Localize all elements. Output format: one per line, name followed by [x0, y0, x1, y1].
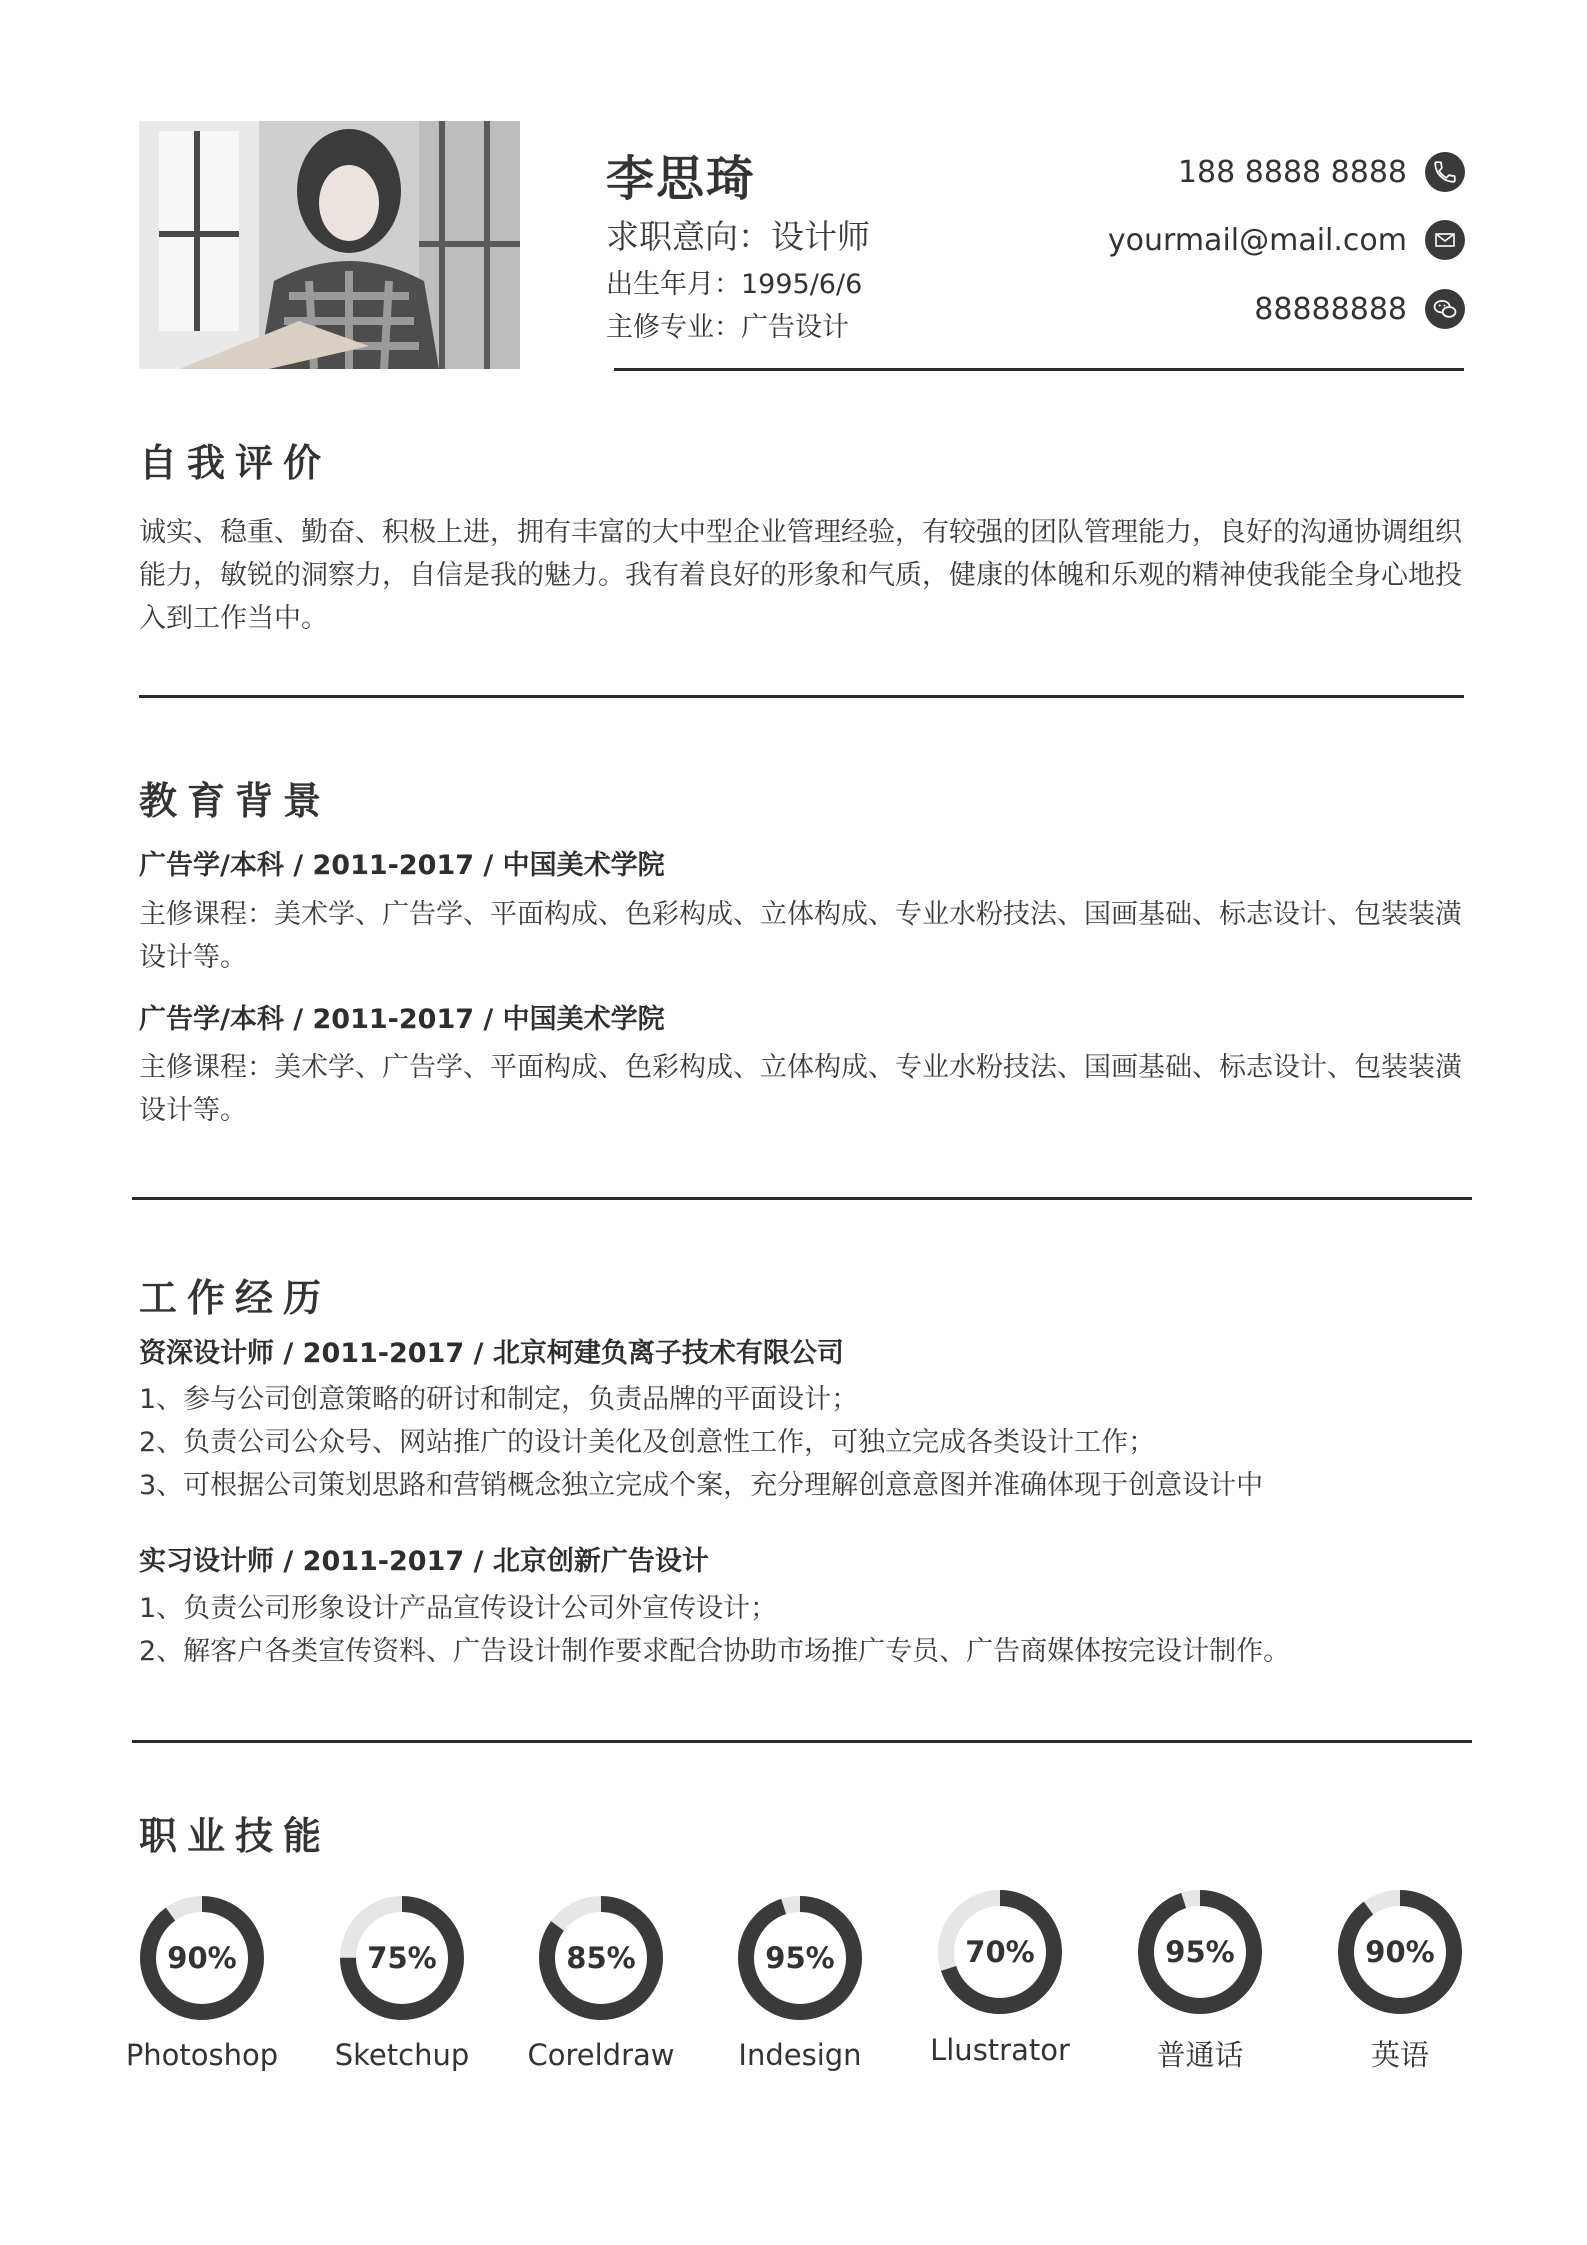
work-duties: [139, 1587, 1464, 1673]
mail-icon: [1425, 220, 1465, 260]
birth-date: 出生年月：1995/6/6: [606, 269, 863, 300]
phone-number[interactable]: 188 8888 8888: [1177, 154, 1407, 190]
job-intent: 求职意向：设计师: [606, 217, 870, 256]
skill-ring: [930, 1882, 1070, 2022]
section-divider: [132, 1197, 1472, 1200]
skill-label: Llustrator: [930, 2033, 1070, 2067]
section-divider: [139, 695, 1464, 698]
skill-percent: 95%: [765, 1941, 835, 1975]
work-duties: [139, 1378, 1464, 1507]
candidate-name: 李思琦: [606, 151, 757, 207]
work-line: 2、解客户各类宣传资料、广告设计制作要求配合协助市场推广专员、广告商媒体按完设计制作。: [139, 1636, 1291, 1667]
skill-item: [122, 1888, 282, 2028]
contact-wechat: [1000, 289, 1465, 329]
skill-label: 普通话: [1156, 2038, 1244, 2072]
section-title-skills: 职业技能: [139, 1814, 332, 1858]
wechat-id[interactable]: 88888888: [1254, 291, 1407, 327]
skill-percent: 90%: [1365, 1935, 1435, 1969]
major: 主修专业：广告设计: [606, 312, 849, 343]
self-eval-line: 能力，敏锐的洞察力，自信是我的魅力。我有着良好的形象和气质，健康的体魄和乐观的精神使我能全身心地投: [139, 560, 1462, 591]
skill-percent: 95%: [1165, 1935, 1235, 1969]
skill-item: [521, 1888, 681, 2028]
education-line: 设计等。: [139, 942, 247, 973]
skill-item: [920, 1882, 1080, 2022]
education-line: 主修课程：美术学、广告学、平面构成、色彩构成、立体构成、专业水粉技法、国画基础、标志设计、包装装潢: [139, 899, 1462, 930]
skill-percent: 70%: [965, 1935, 1035, 1969]
self-eval-line: 诚实、稳重、勤奋、积极上进，拥有丰富的大中型企业管理经验，有较强的团队管理能力，良好的沟通协调组织: [139, 517, 1462, 548]
skill-percent: 75%: [367, 1941, 437, 1975]
education-courses: [139, 893, 1464, 979]
skill-label: 英语: [1370, 2038, 1429, 2072]
skill-item: [322, 1888, 482, 2028]
work-heading: 实习设计师 / 2011-2017 / 北京创新广告设计: [139, 1546, 709, 1577]
skill-label: Coreldraw: [527, 2038, 675, 2072]
contact-email: [1000, 220, 1465, 260]
header-divider: [614, 368, 1464, 371]
skill-label: Indesign: [738, 2038, 862, 2072]
profile-photo: [139, 121, 520, 369]
skill-ring: [332, 1888, 472, 2028]
self-eval-text: [139, 511, 1464, 640]
skill-label: Sketchup: [334, 2038, 470, 2072]
work-line: 2、负责公司公众号、网站推广的设计美化及创意性工作，可独立完成各类设计工作；: [139, 1427, 1156, 1458]
contact-phone: [1000, 152, 1465, 192]
education-heading: 广告学/本科 / 2011-2017 / 中国美术学院: [139, 1004, 665, 1035]
skill-ring: [1330, 1882, 1470, 2022]
work-line: 1、负责公司形象设计产品宣传设计公司外宣传设计；: [139, 1593, 778, 1624]
wechat-icon: [1425, 289, 1465, 329]
work-line: 1、参与公司创意策略的研讨和制定，负责品牌的平面设计；: [139, 1384, 859, 1415]
section-title-self-eval: 自我评价: [139, 441, 332, 485]
section-title-education: 教育背景: [139, 779, 332, 823]
skill-ring: [531, 1888, 671, 2028]
skill-label: Photoshop: [125, 2038, 279, 2072]
email-address[interactable]: yourmail@mail.com: [1107, 222, 1407, 258]
education-line: 主修课程：美术学、广告学、平面构成、色彩构成、立体构成、专业水粉技法、国画基础、标志设计、包装装潢: [139, 1052, 1462, 1083]
phone-icon: [1425, 152, 1465, 192]
skill-percent: 85%: [566, 1941, 636, 1975]
skill-item: [1320, 1882, 1480, 2022]
section-divider: [132, 1740, 1472, 1743]
education-courses: [139, 1046, 1464, 1132]
section-title-work: 工作经历: [139, 1276, 332, 1320]
work-heading: 资深设计师 / 2011-2017 / 北京柯建负离子技术有限公司: [139, 1338, 844, 1369]
work-line: 3、可根据公司策划思路和营销概念独立完成个案，充分理解创意意图并准确体现于创意设计中: [139, 1470, 1264, 1501]
skill-percent: 90%: [167, 1941, 237, 1975]
self-eval-line: 入到工作当中。: [139, 603, 328, 634]
skill-ring: [132, 1888, 272, 2028]
skill-ring: [730, 1888, 870, 2028]
education-heading: 广告学/本科 / 2011-2017 / 中国美术学院: [139, 850, 665, 881]
skill-ring: [1130, 1882, 1270, 2022]
education-line: 设计等。: [139, 1095, 247, 1126]
skill-item: [1120, 1882, 1280, 2022]
skill-item: [720, 1888, 880, 2028]
